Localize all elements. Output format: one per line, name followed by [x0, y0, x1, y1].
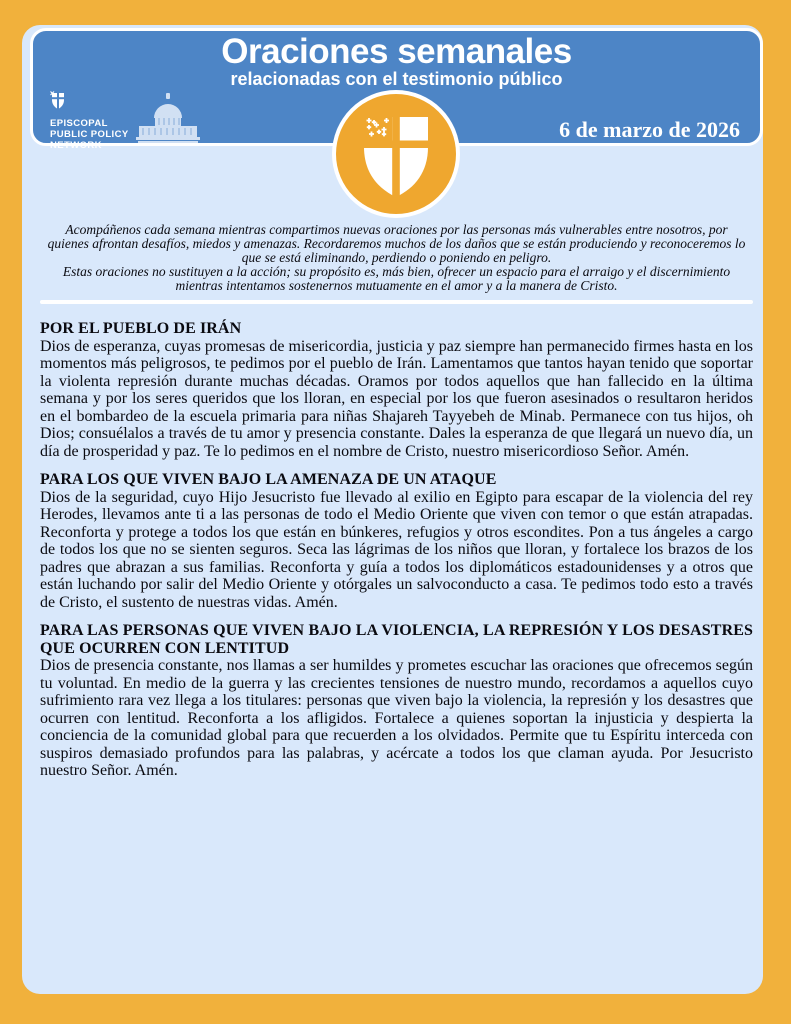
- eppn-logo-line1: EPISCOPAL: [50, 118, 108, 129]
- eppn-logo-line3: NETWORK: [50, 140, 102, 151]
- eppn-logo-text: [50, 118, 129, 151]
- section-heading: POR EL PUEBLO DE IRÁN: [40, 320, 242, 337]
- section-heading: PARA LOS QUE VIVEN BAJO LA AMENAZA DE UN ATAQUE: [40, 471, 497, 488]
- divider-rule: [40, 300, 753, 304]
- episcopal-shield-icon: [50, 91, 129, 115]
- prayer-section-attack-threat: [40, 471, 753, 611]
- prayer-section-iran: [40, 320, 753, 460]
- section-heading: PARA LAS PERSONAS QUE VIVEN BAJO LA VIOLENCIA, LA REPRESIÓN Y LOS DESASTRES QUE OCURREN CON LENTITUD: [40, 622, 753, 657]
- intro-paragraph-2: Estas oraciones no sustituyen a la acción; su propósito es, más bien, ofrecer un espacio para el arraigo y el discernimiento mientras intentamos sostenernos mutuamente en el amor y a la manera de Cristo.: [62, 264, 731, 293]
- page-title: Oraciones semanales: [221, 32, 572, 71]
- episcopal-church-seal-icon: [331, 89, 461, 219]
- us-capitol-icon: [135, 91, 201, 150]
- page-subtitle: relacionadas con el testimonio público: [230, 69, 563, 89]
- issue-date: 6 de marzo de 2026: [559, 117, 740, 142]
- document-body: [40, 223, 753, 791]
- intro-paragraph-1: Acompáñenos cada semana mientras compartimos nuevas oraciones por las personas más vulnerables entre nosotros, por quienes afrontan desafíos, miedos y amenazas. Recordaremos muchos de los daños que se están produciendo y reconoceremos lo que se está eliminando, perdiendo o poniendo en peligro.: [47, 222, 746, 265]
- eppn-logo-line2: PUBLIC POLICY: [50, 129, 129, 140]
- prayer-section-slow-disasters: [40, 622, 753, 780]
- intro-text: [40, 223, 753, 293]
- section-body: Dios de presencia constante, nos llamas a ser humildes y prometes escuchar las oraciones que ofrecemos según tu voluntad. En medio de la guerra y las crecientes tensiones de nuestro mundo, recordamos a aquellos cuyo sufrimiento rara vez llega a los titulares: personas que viven bajo la violencia, la represión y los desastres que ocurren con lentitud. Reconforta a los afligidos. Fortalece a quienes soportan la injusticia y despierta la conciencia de la comunidad global para que recuerden a los olvidados. Permite que tu Espíritu interceda con suspiros demasiado profundos para las palabras, y acércate a todos los que claman ayuda. Por Jesucristo nuestro Señor. Amén.: [40, 657, 753, 779]
- section-body: Dios de la seguridad, cuyo Hijo Jesucristo fue llevado al exilio en Egipto para escapar de la violencia del rey Herodes, llevamos ante ti a las personas de todo el Medio Oriente que viven con temor o que están atrapadas. Reconforta y protege a todos los que están en búnkeres, refugios y otros escondites. Pon a tus ángeles a cargo de todos los que no se sienten seguros. Seca las lágrimas de los niños que lloran, y fortalece los brazos de los padres que abrazan a sus familias. Reconforta y guía a todos los diplomáticos estadounidenses y a otros que están luchando por salir del Medio Oriente y otórgales un salvoconducto a casa. Te pedimos todo esto a través de Cristo, el sustento de nuestras vidas. Amén.: [40, 488, 753, 611]
- eppn-logo: [50, 91, 201, 151]
- section-body: Dios de esperanza, cuyas promesas de misericordia, justicia y paz siempre han permanecido firmes hasta en los momentos más peligrosos, te pedimos por el pueblo de Irán. Lamentamos que tantos hayan tenido que soportar la violenta represión durante muchas décadas. Oramos por todos aquellos que han fallecido en la última semana y por los seres queridos que los lloran, en especial por los que fueron asesinados o resultaron heridos en el bombardeo de la escuela primaria para niñas Shajareh Tayyebeh de Minab. Permanece con tus hijos, oh Dios; consuélalos a través de tu amor y presencia constante. Dales la esperanza de que llegará un nuevo día, un día de prosperidad y paz. Te lo pedimos en el nombre de Cristo, nuestro misericordioso Señor. Amén.: [40, 337, 753, 460]
